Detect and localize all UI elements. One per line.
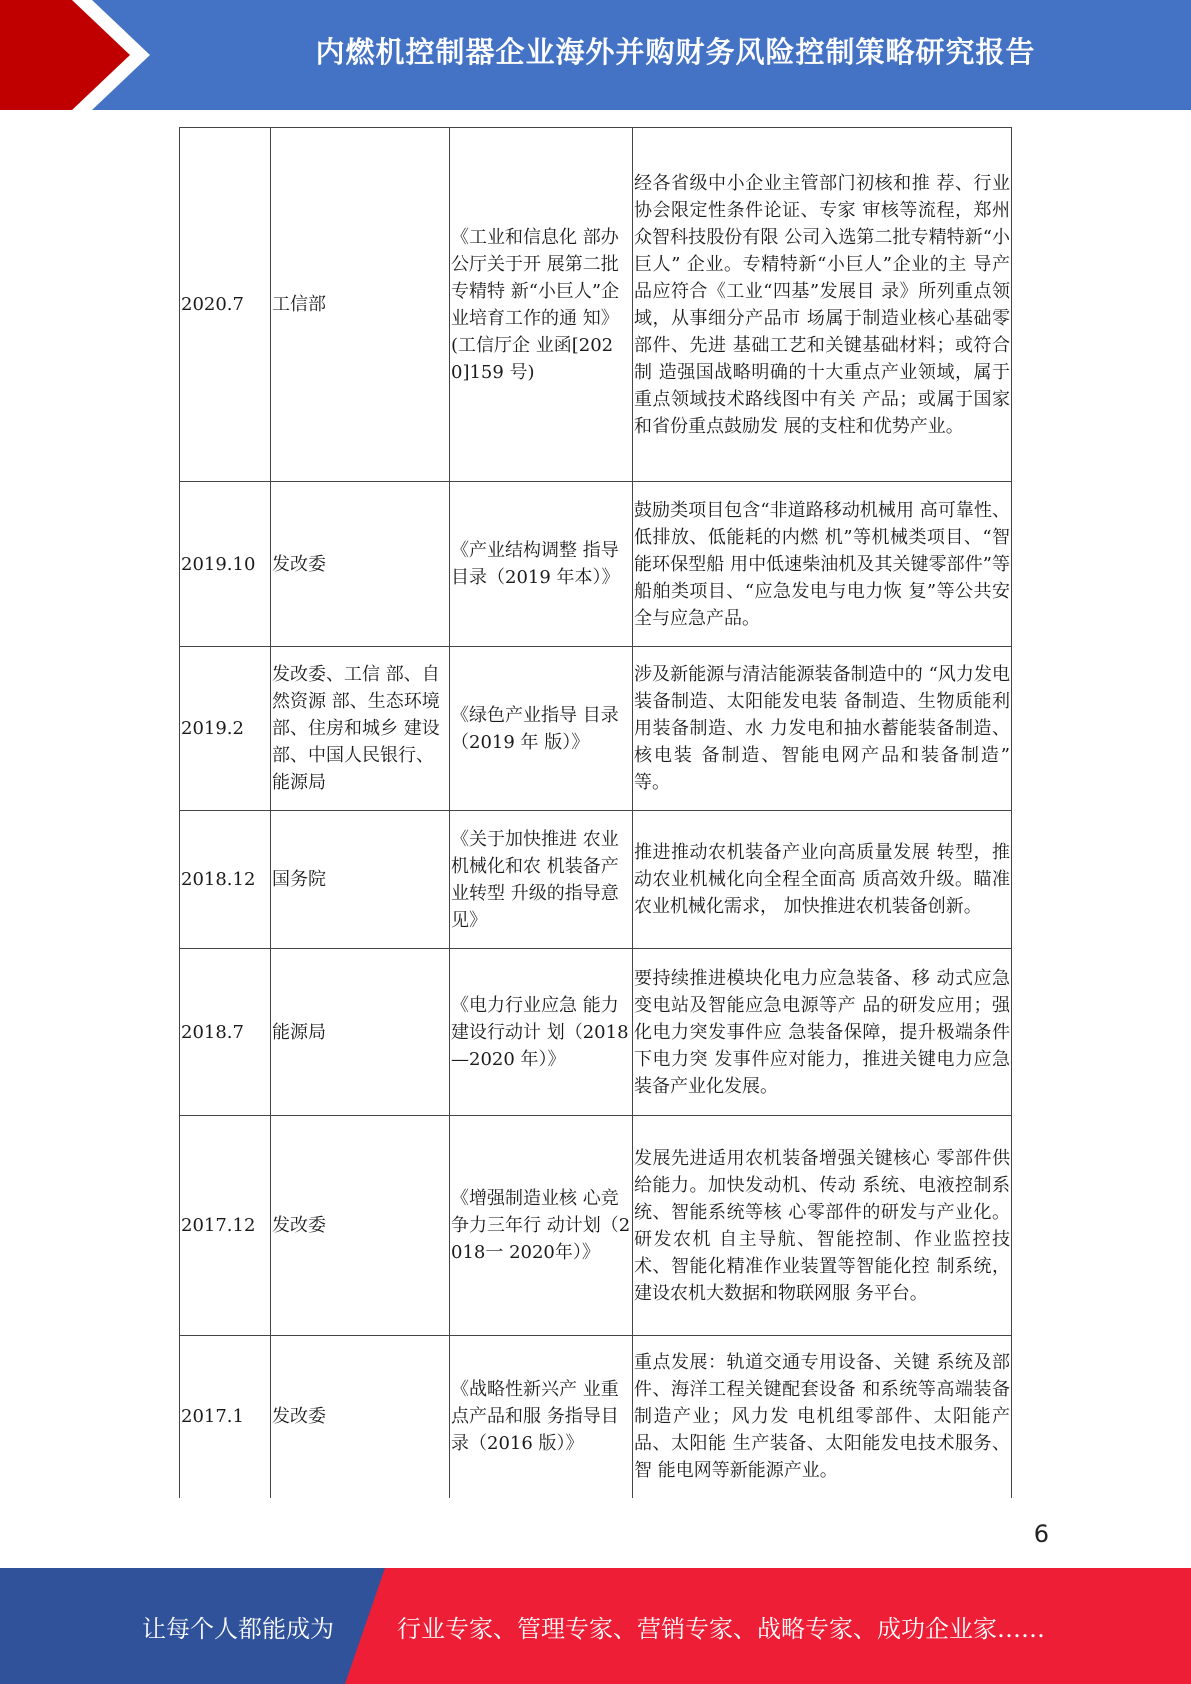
cell-date: 2018.12 bbox=[180, 811, 271, 949]
cell-date: 2019.10 bbox=[180, 482, 271, 647]
page-title: 内燃机控制器企业海外并购财务风险控制策略研究报告 bbox=[315, 34, 1036, 69]
cell-department: 国务院 bbox=[271, 811, 450, 949]
cell-document: 《绿色产业指导 目录（2019 年 版）》 bbox=[450, 647, 633, 811]
cell-department: 发改委 bbox=[271, 482, 450, 647]
table-row bbox=[180, 482, 1012, 647]
cell-date: 2019.2 bbox=[180, 647, 271, 811]
cell-date: 2017.12 bbox=[180, 1116, 271, 1336]
footer-banner bbox=[0, 1568, 1191, 1684]
cell-description: 发展先进适用农机装备增强关键核心 零部件供给能力。加快发动机、传动 系统、电液控制系统、智能系统等核 心零部件的研发与产业化。研发农机 自主导航、智能控制、作业监控技 术、智能化精准作业装置等智能化控 制系统，建设农机大数据和物联网服 务平台。 bbox=[633, 1116, 1012, 1336]
cell-date: 2018.7 bbox=[180, 949, 271, 1116]
table-row bbox=[180, 647, 1012, 811]
cell-department: 发改委 bbox=[271, 1116, 450, 1336]
footer-slogan-left: 让每个人都能成为 bbox=[142, 1614, 334, 1643]
cell-date: 2020.7 bbox=[180, 128, 271, 482]
cell-document: 《关于加快推进 农业机械化和农 机装备产业转型 升级的指导意 见》 bbox=[450, 811, 633, 949]
cell-document: 《工业和信息化 部办公厅关于开 展第二批专精特 新“小巨人”企 业培育工作的通 知》(工信厅企 业函[2020]159 号) bbox=[450, 128, 633, 482]
cell-department: 能源局 bbox=[271, 949, 450, 1116]
cell-document: 《增强制造业核 心竞争力三年行 动计划（2018一 2020年）》 bbox=[450, 1116, 633, 1336]
table-row bbox=[180, 1116, 1012, 1336]
table-row bbox=[180, 128, 1012, 482]
header-banner bbox=[0, 0, 1191, 110]
page-number: 6 bbox=[1033, 1520, 1049, 1548]
cell-description: 涉及新能源与清洁能源装备制造中的 “风力发电装备制造、太阳能发电装 备制造、生物质能利用装备制造、水 力发电和抽水蓄能装备制造、核电装 备制造、智能电网产品和装备制造” 等。 bbox=[633, 647, 1012, 811]
cell-description: 要持续推进模块化电力应急装备、移 动式应急变电站及智能应急电源等产 品的研发应用；强化电力突发事件应 急装备保障，提升极端条件下电力突 发事件应对能力，推进关键电力应急 装备产业化发展。 bbox=[633, 949, 1012, 1116]
cell-department: 发改委 bbox=[271, 1336, 450, 1498]
cell-document: 《战略性新兴产 业重点产品和服 务指导目录（2016 版）》 bbox=[450, 1336, 633, 1498]
table-row bbox=[180, 949, 1012, 1116]
cell-document: 《电力行业应急 能力建设行动计 划（2018—2020 年）》 bbox=[450, 949, 633, 1116]
policy-table bbox=[179, 127, 1012, 1498]
cell-description: 经各省级中小企业主管部门初核和推 荐、行业协会限定性条件论证、专家 审核等流程，郑州众智科技股份有限 公司入选第二批专精特新“小巨人” 企业。专精特新“小巨人”企业的主 导产品应符合《工业“四基”发展目 录》所列重点领域，从事细分产品市 场属于制造业核心基础零部件、先进 基础工艺和关键基础材料；或符合制 造强国战略明确的十大重点产业领域，属于重点领域技术路线图中有关 产品；或属于国家和省份重点鼓励发 展的支柱和优势产业。 bbox=[633, 128, 1012, 482]
cell-department: 工信部 bbox=[271, 128, 450, 482]
cell-department: 发改委、工信 部、自然资源 部、生态环境 部、住房和城乡 建设部、中国人民银行、能源局 bbox=[271, 647, 450, 811]
cell-description: 重点发展：轨道交通专用设备、关键 系统及部件、海洋工程关键配套设备 和系统等高端装备制造产业；风力发 电机组零部件、太阳能产品、太阳能 生产装备、太阳能发电技术服务、智 能电网等新能源产业。 bbox=[633, 1336, 1012, 1498]
table-row bbox=[180, 1336, 1012, 1498]
table-row bbox=[180, 811, 1012, 949]
cell-description: 推进推动农机装备产业向高质量发展 转型，推动农业机械化向全程全面高 质高效升级。瞄准农业机械化需求， 加快推进农机装备创新。 bbox=[633, 811, 1012, 949]
cell-description: 鼓励类项目包含“非道路移动机械用 高可靠性、低排放、低能耗的内燃 机”等机械类项目、“智能环保型船 用中低速柴油机及其关键零部件”等 船舶类项目、“应急发电与电力恢 复”等公共安全与应急产品。 bbox=[633, 482, 1012, 647]
cell-document: 《产业结构调整 指导目录（2019 年本）》 bbox=[450, 482, 633, 647]
footer-slogan-right: 行业专家、管理专家、营销专家、战略专家、成功企业家…… bbox=[397, 1614, 1045, 1643]
cell-date: 2017.1 bbox=[180, 1336, 271, 1498]
